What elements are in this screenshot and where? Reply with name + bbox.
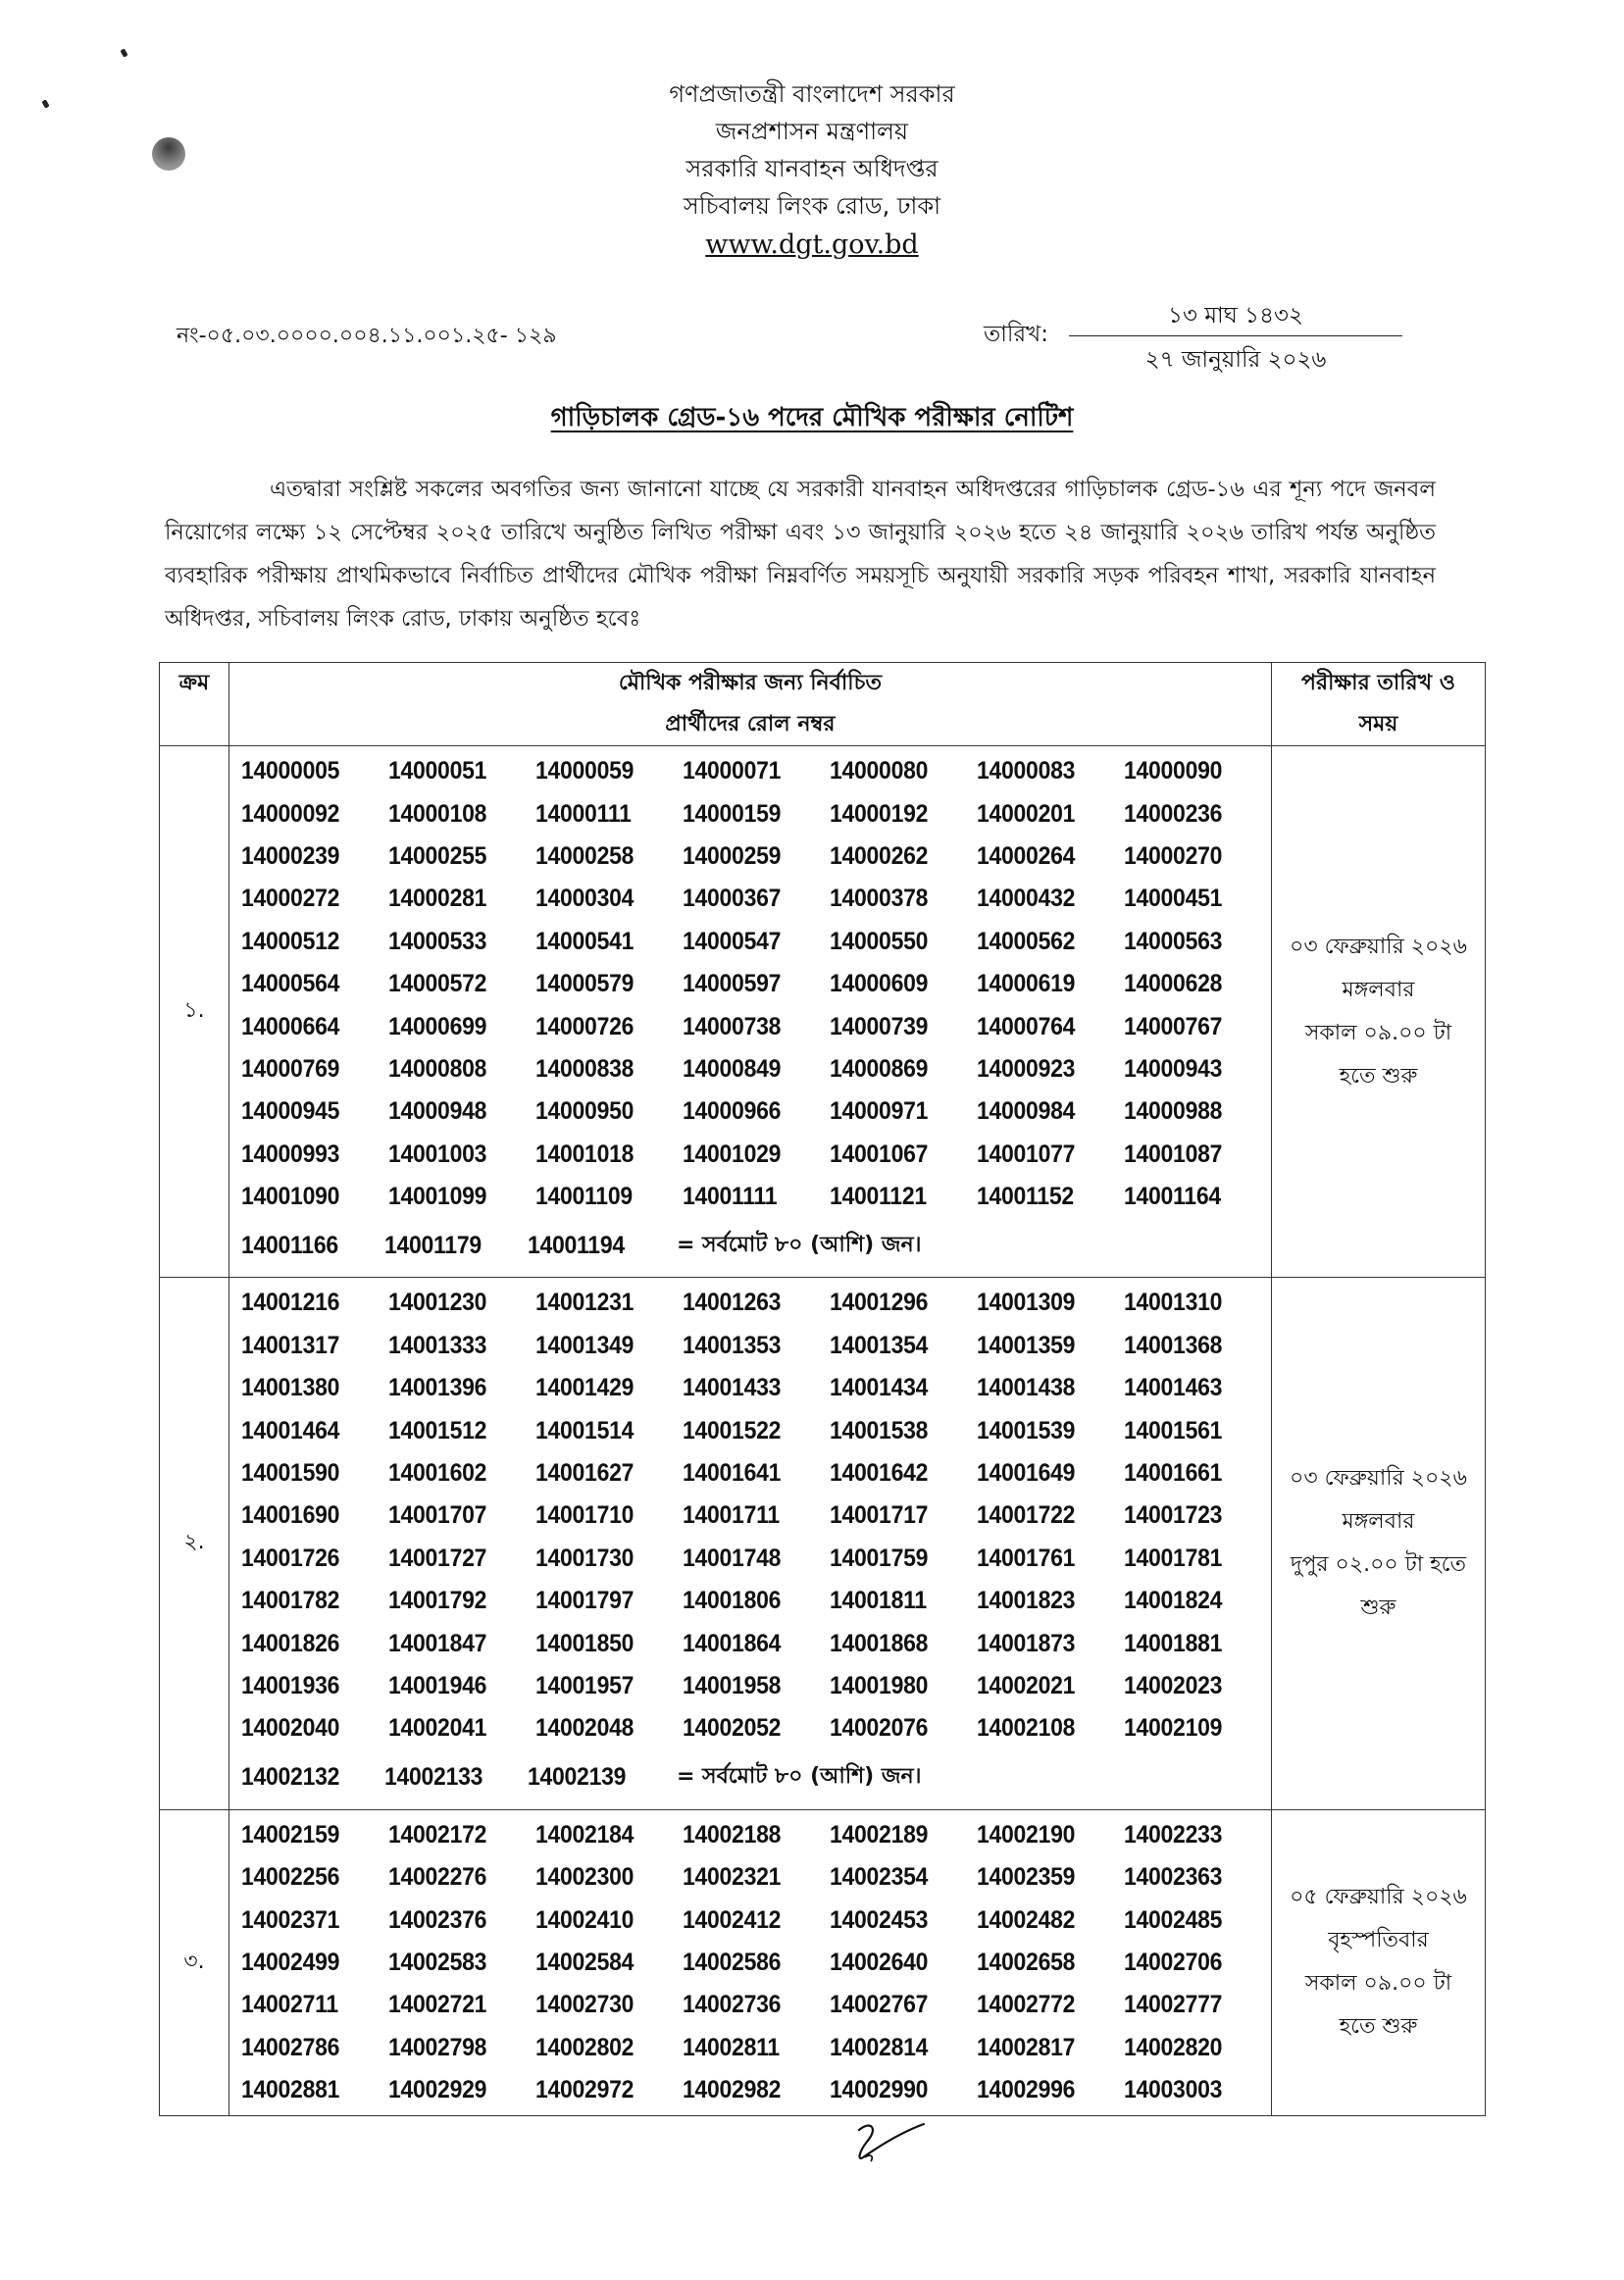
roll-number: 14001003 [387,1140,487,1168]
roll-number: 14001723 [1123,1501,1223,1530]
roll-number: 14002412 [682,1905,782,1934]
roll-number: 14000258 [534,841,634,870]
roll-number: 14000619 [976,970,1076,998]
schedule-line: ০৩ ফেব্রুয়ারি ২০২৬ [1290,934,1467,959]
roll-number: 14002132 [240,1763,340,1792]
roll-row [241,1367,1271,1409]
roll-number: 14000547 [682,927,782,955]
header-serial-label: ক্রম [178,671,210,695]
roll-number: 14000378 [829,885,929,913]
roll-number: 14001349 [534,1331,634,1359]
roll-number: 14002772 [976,1991,1076,2019]
roll-number: 14000984 [976,1097,1076,1126]
roll-number: 14002321 [682,1863,782,1892]
roll-number: 14002133 [383,1763,483,1792]
roll-number: 14002767 [829,1991,929,2019]
roll-number: 14000726 [534,1012,634,1040]
roll-number: 14002777 [1123,1991,1223,2019]
roll-number: 14001359 [976,1331,1076,1359]
roll-row [241,750,1271,792]
letterhead-government: গণপ্রজাতন্ত্রী বাংলাদেশ সরকার [669,80,955,108]
date-label: তারিখ: [984,322,1049,347]
roll-number: 14001538 [829,1416,929,1444]
roll-number: 14002972 [534,2076,634,2104]
roll-number: 14001730 [534,1544,634,1572]
roll-numbers-cell [228,1278,1271,1809]
roll-number: 14000769 [240,1054,340,1083]
roll-number: 14000572 [387,970,487,998]
roll-number: 14002929 [387,2076,487,2104]
roll-row [241,792,1271,835]
roll-row-final [241,1218,1271,1273]
roll-number: 14001099 [387,1183,487,1211]
letterhead-ministry: জনপ্রশাসন মন্ত্রণালয় [715,118,909,145]
roll-number: 14002048 [534,1714,634,1743]
roll-number: 14000255 [387,841,487,870]
roll-number: 14000262 [829,841,929,870]
roll-number: 14001726 [240,1544,340,1572]
roll-row [241,1005,1271,1047]
roll-number: 14001641 [682,1459,782,1488]
roll-row [241,1176,1271,1218]
roll-number: 14001434 [829,1374,929,1402]
roll-number: 14001561 [1123,1416,1223,1444]
roll-number: 14002021 [976,1672,1076,1699]
roll-number: 14000699 [387,1012,487,1040]
schedule-line: সকাল ০৯.০০ টা [1304,1971,1452,1997]
roll-number: 14000950 [534,1097,634,1126]
roll-number: 14002159 [240,1820,340,1849]
roll-number: 14001797 [534,1587,634,1615]
roll-number: 14002730 [534,1991,634,2019]
schedule-line: ০৩ ফেব্রুয়ারি ২০২৬ [1290,1465,1467,1491]
roll-number: 14002982 [682,2076,782,2104]
roll-row [241,1495,1271,1537]
roll-number: 14002359 [976,1863,1076,1892]
table-group-row [160,746,1486,1278]
roll-number: 14002453 [829,1905,929,1934]
group-total: = সর্বমোট ৮০ (আশি) জন। [676,1764,922,1790]
roll-number: 14002109 [1123,1714,1223,1743]
roll-number: 14001429 [534,1374,634,1402]
roll-number: 14001627 [534,1459,634,1488]
roll-row [241,963,1271,1005]
schedule-line: বৃহস্পতিবার [1328,1928,1429,1953]
roll-number: 14001109 [534,1183,633,1211]
roll-row [241,1856,1271,1899]
roll-number: 14001823 [976,1587,1076,1615]
roll-number: 14000808 [387,1054,487,1083]
roll-numbers-cell [228,1809,1271,2116]
roll-number: 14000159 [682,799,782,828]
roll-number: 14002276 [387,1863,487,1892]
header-rolls-line2: প্রার্থীদের রোল নম্বর [665,712,836,736]
roll-number: 14000943 [1123,1054,1223,1083]
roll-row [241,1134,1271,1176]
date-gregorian: ২৭ জানুয়ারি ২০২৬ [1144,347,1327,373]
roll-number: 14001067 [829,1140,929,1168]
roll-number: 14000512 [240,927,340,955]
roll-number: 14001881 [1123,1629,1223,1657]
roll-number: 14002485 [1123,1905,1223,1934]
roll-number: 14001317 [240,1331,340,1359]
roll-number: 14000281 [387,885,487,913]
roll-number: 14001368 [1123,1331,1223,1359]
roll-number: 14000869 [829,1054,929,1083]
roll-number: 14000367 [682,885,782,913]
roll-number: 14000201 [976,799,1076,828]
roll-number: 14001602 [387,1459,487,1488]
roll-number: 14001826 [240,1629,340,1657]
roll-number: 14001514 [534,1416,634,1444]
roll-number: 14001309 [976,1289,1076,1317]
roll-number: 14002711 [240,1991,338,2019]
roll-row [241,878,1271,920]
signature-mark [853,2118,941,2167]
roll-number: 14002640 [829,1948,929,1976]
roll-number: 14002376 [387,1905,487,1934]
roll-number: 14001661 [1123,1459,1223,1488]
roll-number: 14002076 [829,1714,929,1743]
roll-number: 14000083 [976,757,1076,785]
roll-row [241,1090,1271,1133]
schedule-line: মঙ্গলবার [1342,977,1415,1002]
schedule-cell [1271,1278,1485,1809]
roll-number: 14002188 [682,1820,782,1849]
notice-title: গাড়িচালক গ্রেড-১৬ পদের মৌখিক পরীক্ষার নোটিশ [550,403,1074,432]
schedule-line: ০৫ ফেব্রুয়ারি ২০২৬ [1290,1885,1467,1910]
website-link[interactable]: www.dgt.gov.bd [705,229,919,260]
roll-number: 14000239 [240,841,340,870]
roll-number: 14001194 [527,1231,625,1259]
roll-number: 14001642 [829,1459,929,1488]
roll-number: 14002811 [682,2033,780,2061]
roll-number: 14001333 [387,1331,487,1359]
schedule-line: হতে শুরু [1339,1063,1418,1089]
roll-number: 14001121 [829,1183,927,1211]
roll-number: 14001216 [240,1289,340,1317]
roll-number: 14002736 [682,1991,782,2019]
roll-number: 14002139 [527,1763,627,1792]
roll-number: 14002586 [682,1948,782,1976]
roll-number: 14002041 [387,1714,487,1743]
header-schedule-line1: পরীক্ষার তারিখ ও [1301,671,1455,695]
roll-number: 14001087 [1123,1140,1223,1168]
schedule-line: মঙ্গলবার [1342,1508,1415,1534]
roll-number: 14001018 [534,1140,634,1168]
roll-number: 14000108 [387,799,487,828]
roll-number: 14000739 [829,1012,929,1040]
roll-number: 14000764 [976,1012,1076,1040]
roll-number: 14001539 [976,1416,1076,1444]
roll-number: 14002881 [240,2076,340,2104]
roll-row [241,836,1271,878]
date-divider [1069,335,1402,336]
roll-number: 14001433 [682,1374,782,1402]
roll-number: 14001438 [976,1374,1076,1402]
roll-number: 14001690 [240,1501,340,1530]
roll-number: 14001353 [682,1331,782,1359]
roll-number: 14000993 [240,1140,340,1168]
roll-number: 14002189 [829,1820,929,1849]
roll-number: 14000304 [534,885,634,913]
roll-number: 14000264 [976,841,1076,870]
header-serial [160,663,229,746]
roll-number: 14000550 [829,927,929,955]
schedule-cell [1271,746,1485,1278]
roll-row [241,1580,1271,1622]
roll-number: 14000272 [240,885,340,913]
header-rolls [228,663,1271,746]
roll-row [241,1814,1271,1856]
roll-number: 14000609 [829,970,929,998]
roll-number: 14001759 [829,1544,929,1572]
roll-number: 14002786 [240,2033,340,2061]
roll-number: 14000236 [1123,799,1223,828]
roll-number: 14000838 [534,1054,634,1083]
roll-number: 14002363 [1123,1863,1223,1892]
roll-number: 14001354 [829,1331,929,1359]
roll-number: 14003003 [1123,2076,1223,2104]
schedule-line: সকাল ০৯.০০ টা [1304,1020,1452,1045]
roll-number: 14000628 [1123,970,1223,998]
serial-number: ৩. [183,1949,205,1974]
roll-number: 14000451 [1123,885,1223,913]
roll-number: 14000579 [534,970,634,998]
roll-row [241,1282,1271,1324]
roll-number: 14000966 [682,1097,782,1126]
roll-number: 14001824 [1123,1587,1223,1615]
roll-number: 14002184 [534,1820,634,1849]
roll-number: 14001958 [682,1672,782,1699]
roll-row [241,1984,1271,2026]
roll-number: 14000259 [682,841,782,870]
roll-number: 14001864 [682,1629,782,1657]
letterhead-department: সরকারি যানবাহন অধিদপ্তর [685,155,939,182]
reference-number: নং-০৫.০৩.০০০০.০০৪.১১.০০১.২৫- ১২৯ [177,324,557,348]
roll-number: 14001936 [240,1672,340,1699]
roll-number: 14000541 [534,927,634,955]
roll-number: 14002023 [1123,1672,1223,1699]
roll-number: 14002658 [976,1948,1076,1976]
roll-number: 14000849 [682,1054,782,1083]
schedule-line: দুপুর ০২.০০ টা হতে [1290,1551,1466,1577]
roll-number: 14001296 [829,1289,929,1317]
roll-number: 14001522 [682,1416,782,1444]
roll-number: 14002300 [534,1863,634,1892]
roll-row [241,1409,1271,1451]
group-total: = সর্বমোট ৮০ (আশি) জন। [676,1232,922,1257]
roll-row [241,921,1271,963]
roll-number: 14000767 [1123,1012,1223,1040]
roll-number: 14001792 [387,1587,487,1615]
roll-number: 14002802 [534,2033,634,2061]
roll-number: 14002817 [976,2033,1076,2061]
roll-number: 14002371 [240,1905,340,1934]
roll-number: 14001811 [829,1587,927,1615]
roll-number: 14001707 [387,1501,487,1530]
roll-number: 14002482 [976,1905,1076,1934]
roll-row [241,1622,1271,1664]
serial-cell [160,1278,229,1809]
roll-number: 14001649 [976,1459,1076,1488]
roll-number: 14002052 [682,1714,782,1743]
roll-number: 14001463 [1123,1374,1223,1402]
roll-number: 14000664 [240,1012,340,1040]
roll-number: 14002706 [1123,1948,1223,1976]
roll-number: 14002190 [976,1820,1076,1849]
schedule-cell [1271,1809,1485,2116]
header-rolls-line1: মৌখিক পরীক্ষার জন্য নির্বাচিত [618,671,882,695]
roll-number: 14002256 [240,1863,340,1892]
roll-number: 14001850 [534,1629,634,1657]
roll-number: 14001710 [534,1501,634,1530]
roll-number: 14001782 [240,1587,340,1615]
roll-number: 14002354 [829,1863,929,1892]
roll-row [241,1899,1271,1941]
roll-number: 14001166 [240,1231,338,1259]
roll-row [241,2027,1271,2069]
table-group-row [160,1809,1486,2116]
roll-number: 14000948 [387,1097,487,1126]
roll-number: 14000111 [534,799,632,828]
roll-number: 14002108 [976,1714,1076,1743]
roll-number: 14002040 [240,1714,340,1743]
roll-number: 14001090 [240,1183,340,1211]
roll-number: 14002990 [829,2076,929,2104]
roll-row [241,1452,1271,1495]
roll-number: 14000080 [829,757,929,785]
roll-number: 14001230 [387,1289,487,1317]
roll-number: 14001727 [387,1544,487,1572]
roll-number: 14001868 [829,1629,929,1657]
roll-number: 14000090 [1123,757,1223,785]
roll-number: 14002499 [240,1948,340,1976]
roll-number: 14001231 [534,1289,634,1317]
roll-number: 14001263 [682,1289,782,1317]
roll-number: 14002996 [976,2076,1076,2104]
roll-number: 14000597 [682,970,782,998]
roll-number: 14001722 [976,1501,1076,1530]
roll-number: 14001847 [387,1629,487,1657]
roll-number: 14001152 [976,1183,1074,1211]
roll-number: 14000059 [534,757,634,785]
roll-number: 14002233 [1123,1820,1223,1849]
header-schedule [1271,663,1485,746]
roll-number: 14000738 [682,1012,782,1040]
roll-number: 14001748 [682,1544,782,1572]
candidate-table [159,662,1486,2116]
roll-number: 14002583 [387,1948,487,1976]
roll-number: 14001310 [1123,1289,1223,1317]
roll-number: 14000562 [976,927,1076,955]
roll-row [241,1538,1271,1580]
table-group-row [160,1278,1486,1809]
roll-number: 14000192 [829,799,929,828]
roll-number: 14000971 [829,1097,929,1126]
roll-number: 14001077 [976,1140,1076,1168]
roll-number: 14001781 [1123,1544,1223,1572]
roll-number: 14002814 [829,2033,929,2061]
roll-number: 14001512 [387,1416,487,1444]
roll-number: 14001111 [682,1183,778,1211]
roll-number: 14001396 [387,1374,487,1402]
date-bangla: ১৩ মাঘ ১৪৩২ [1168,303,1303,329]
roll-number: 14000988 [1123,1097,1223,1126]
roll-number: 14000092 [240,799,340,828]
roll-number: 14001380 [240,1374,340,1402]
roll-number: 14000563 [1123,927,1223,955]
roll-row [241,1325,1271,1367]
roll-number: 14002584 [534,1948,634,1976]
roll-number: 14002798 [387,2033,487,2061]
serial-number: ২. [183,1530,205,1555]
roll-number: 14001717 [829,1501,929,1530]
roll-number: 14001980 [829,1672,929,1699]
roll-number: 14001464 [240,1416,340,1444]
schedule-line: হতে শুরু [1339,2014,1418,2040]
header-schedule-line2: সময় [1358,712,1398,736]
roll-number: 14000923 [976,1054,1076,1083]
roll-number: 14001946 [387,1672,487,1699]
roll-number: 14001761 [976,1544,1076,1572]
roll-number: 14000071 [682,757,782,785]
roll-number: 14001873 [976,1629,1076,1657]
serial-number: ১. [183,998,205,1024]
roll-number: 14000005 [240,757,340,785]
serial-cell [160,1809,229,2116]
roll-number: 14002820 [1123,2033,1223,2061]
roll-row [241,2069,1271,2111]
roll-row [241,1048,1271,1090]
letterhead-address: সচিবালয় লিংক রোড, ঢাকা [683,192,941,220]
roll-number: 14000051 [387,757,487,785]
roll-number: 14002410 [534,1905,634,1934]
roll-number: 14001711 [682,1501,780,1530]
roll-number: 14001957 [534,1672,634,1699]
roll-row [241,1707,1271,1749]
roll-number: 14001179 [383,1231,482,1259]
roll-number: 14000564 [240,970,340,998]
roll-number: 14001806 [682,1587,782,1615]
roll-row [241,1942,1271,1984]
table-header-row [160,663,1486,746]
roll-row-final [241,1750,1271,1805]
roll-number: 14001164 [1123,1183,1221,1211]
roll-number: 14000432 [976,885,1076,913]
roll-number: 14002172 [387,1820,487,1849]
roll-numbers-cell [228,746,1271,1278]
roll-row [241,1665,1271,1707]
roll-number: 14000945 [240,1097,340,1126]
schedule-line: শুরু [1360,1595,1396,1620]
roll-number: 14000533 [387,927,487,955]
serial-cell [160,746,229,1278]
roll-number: 14000270 [1123,841,1223,870]
notice-body: এতদ্বারা সংশ্লিষ্ট সকলের অবগতির জন্য জানানো যাচ্ছে যে সরকারী যানবাহন অধিদপ্তরের গাড়িচালক গ্রেড-১৬ এর শূন্য পদে জনবল নিয়োগের লক্ষ্যে ১২ সেপ্টেম্বর ২০২৫ তারিখে অনুষ্ঠিত লিখিত পরীক্ষা এবং ১৩ জানুয়ারি ২০২৬ হতে ২৪ জানুয়ারি ২০২৬ তারিখ পর্যন্ত অনুষ্ঠিত ব্যবহারিক পরীক্ষায় প্রাথমিকভাবে নির্বাচিত প্রার্থীদের মৌখিক পরীক্ষা নিম্নবর্ণিত সময়সূচি অনুযায়ী সরকারি সড়ক পরিবহন শাখা, সরকারি যানবাহন অধিদপ্তর, সচিবালয় লিংক রোড, ঢাকায় অনুষ্ঠিত হবেঃ [165,477,1436,632]
roll-number: 14001029 [682,1140,782,1168]
scan-speck [120,48,127,57]
roll-number: 14002721 [387,1991,487,2019]
roll-number: 14001590 [240,1459,340,1488]
